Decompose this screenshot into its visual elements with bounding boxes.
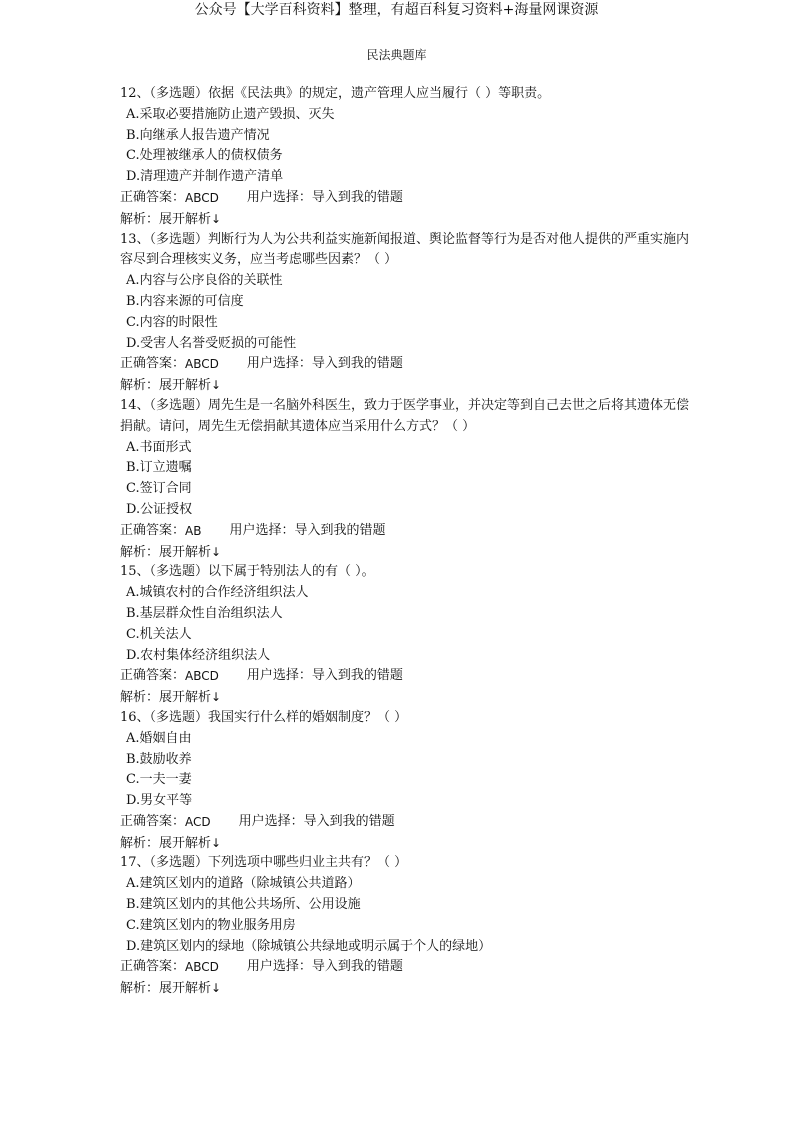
option-b: B.鼓励收养 (126, 751, 192, 767)
question-block (120, 708, 695, 854)
option-c: C.机关法人 (126, 626, 192, 642)
analysis-row (120, 833, 695, 854)
correct-answer-value: AB (185, 523, 202, 538)
correct-answer-label: 正确答案： (120, 668, 186, 684)
answer-row (120, 666, 695, 687)
analysis-label: 解析： (120, 690, 160, 706)
question-block (120, 562, 695, 708)
answer-row (120, 957, 695, 978)
analysis-label: 解析： (120, 544, 160, 560)
option-b: B.内容来源的可信度 (126, 293, 244, 309)
correct-answer-label: 正确答案： (120, 959, 186, 975)
option-b: B.订立遗嘱 (126, 460, 192, 476)
option-a: A.采取必要措施防止遗产毁损、灭失 (126, 106, 335, 122)
correct-answer-label: 正确答案： (120, 189, 186, 205)
arrow-down-icon: ↓ (211, 835, 222, 850)
correct-answer-label: 正确答案： (120, 356, 186, 372)
question-stem: 14、（多选题）周先生是一名脑外科医生，致力于医学事业，并决定等到自己去世之后将其遗体无偿捐献。请问，周先生无偿捐献其遗体应当采用什么方式？（ ） (120, 397, 690, 434)
arrow-down-icon: ↓ (211, 690, 222, 705)
correct-answer-value: ABCD (185, 960, 219, 975)
expand-analysis-link[interactable]: 展开解析↓ (159, 211, 222, 227)
option-b: B.建筑区划内的其他公共场所、公用设施 (126, 897, 361, 913)
arrow-down-icon: ↓ (211, 378, 222, 393)
user-choice-label: 用户选择： (238, 813, 304, 829)
option-a: A.书面形式 (126, 439, 192, 455)
expand-analysis-link[interactable]: 展开解析↓ (159, 544, 222, 560)
answer-row (120, 354, 695, 375)
import-wrong-question-link[interactable]: 导入到我的错题 (311, 356, 403, 372)
import-wrong-question-link[interactable]: 导入到我的错题 (294, 522, 386, 538)
option-c: C.签订合同 (126, 481, 192, 497)
question-stem: 17、（多选题）下列选项中哪些归业主共有？（ ） (120, 855, 408, 871)
expand-analysis-link[interactable]: 展开解析↓ (159, 690, 222, 706)
question-block (120, 230, 695, 396)
option-c: C.处理被继承人的债权债务 (126, 148, 283, 164)
question-stem: 13、（多选题）判断行为人为公共利益实施新闻报道、舆论监督等行为是否对他人提供的严重实施内容尽到合理核实义务，应当考虑哪些因素？（ ） (120, 231, 690, 268)
option-b: B.向继承人报告遗产情况 (126, 127, 270, 143)
user-choice-label: 用户选择： (229, 522, 295, 538)
page-title: 民法典题库 (366, 48, 427, 62)
user-choice-label: 用户选择： (246, 356, 312, 372)
question-stem: 12、（多选题）依据《民法典》的规定，遗产管理人应当履行（ ）等职责。 (120, 86, 551, 101)
correct-answer-value: ABCD (185, 357, 219, 372)
question-list (120, 84, 695, 999)
option-d: D.农村集体经济组织法人 (126, 647, 271, 663)
analysis-label: 解析： (120, 981, 160, 997)
expand-analysis-link[interactable]: 展开解析↓ (159, 981, 222, 997)
arrow-down-icon: ↓ (211, 211, 222, 226)
page-header: 公众号【大学百科资料】整理，有超百科复习资料+海量网课资源 (194, 2, 599, 18)
import-wrong-question-link[interactable]: 导入到我的错题 (303, 813, 395, 829)
analysis-label: 解析： (120, 378, 160, 394)
question-block (120, 396, 695, 562)
correct-answer-value: ABCD (185, 190, 219, 205)
answer-row (120, 812, 695, 833)
analysis-label: 解析： (120, 835, 160, 851)
option-a: A.内容与公序良俗的关联性 (126, 273, 283, 289)
option-c: C.建筑区划内的物业服务用房 (126, 917, 296, 933)
user-choice-label: 用户选择： (246, 668, 312, 684)
analysis-row (120, 687, 695, 708)
analysis-row (120, 978, 695, 999)
option-a: A.建筑区划内的道路（除城镇公共道路） (126, 876, 361, 892)
question-stem: 15、（多选题）以下属于特别法人的有（ ）。 (120, 564, 375, 580)
question-block (120, 84, 695, 230)
correct-answer-value: ABCD (185, 669, 219, 684)
analysis-row (120, 209, 695, 230)
option-d: D.建筑区划内的绿地（除城镇公共绿地或明示属于个人的绿地） (126, 938, 492, 954)
analysis-row (120, 542, 695, 563)
option-c: C.内容的时限性 (126, 314, 218, 330)
option-d: D.受害人名誉受贬损的可能性 (126, 335, 297, 351)
expand-analysis-link[interactable]: 展开解析↓ (159, 378, 222, 394)
arrow-down-icon: ↓ (211, 981, 222, 996)
correct-answer-value: ACD (185, 814, 211, 829)
import-wrong-question-link[interactable]: 导入到我的错题 (311, 668, 403, 684)
option-d: D.公证授权 (126, 501, 193, 517)
user-choice-label: 用户选择： (246, 959, 312, 975)
option-d: D.清理遗产并制作遗产清单 (126, 169, 284, 185)
correct-answer-label: 正确答案： (120, 813, 186, 829)
question-block (120, 853, 695, 999)
option-c: C.一夫一妻 (126, 772, 192, 788)
option-d: D.男女平等 (126, 793, 193, 809)
option-a: A.婚姻自由 (126, 730, 192, 746)
expand-analysis-link[interactable]: 展开解析↓ (159, 835, 222, 851)
option-b: B.基层群众性自治组织法人 (126, 605, 283, 621)
option-a: A.城镇农村的合作经济组织法人 (126, 585, 309, 601)
arrow-down-icon: ↓ (211, 544, 222, 559)
import-wrong-question-link[interactable]: 导入到我的错题 (311, 189, 403, 205)
user-choice-label: 用户选择： (246, 189, 312, 205)
analysis-row (120, 375, 695, 396)
answer-row (120, 521, 695, 542)
question-stem: 16、（多选题）我国实行什么样的婚姻制度？（ ） (120, 709, 408, 725)
analysis-label: 解析： (120, 211, 160, 227)
answer-row (120, 188, 695, 209)
import-wrong-question-link[interactable]: 导入到我的错题 (311, 959, 403, 975)
correct-answer-label: 正确答案： (120, 522, 186, 538)
